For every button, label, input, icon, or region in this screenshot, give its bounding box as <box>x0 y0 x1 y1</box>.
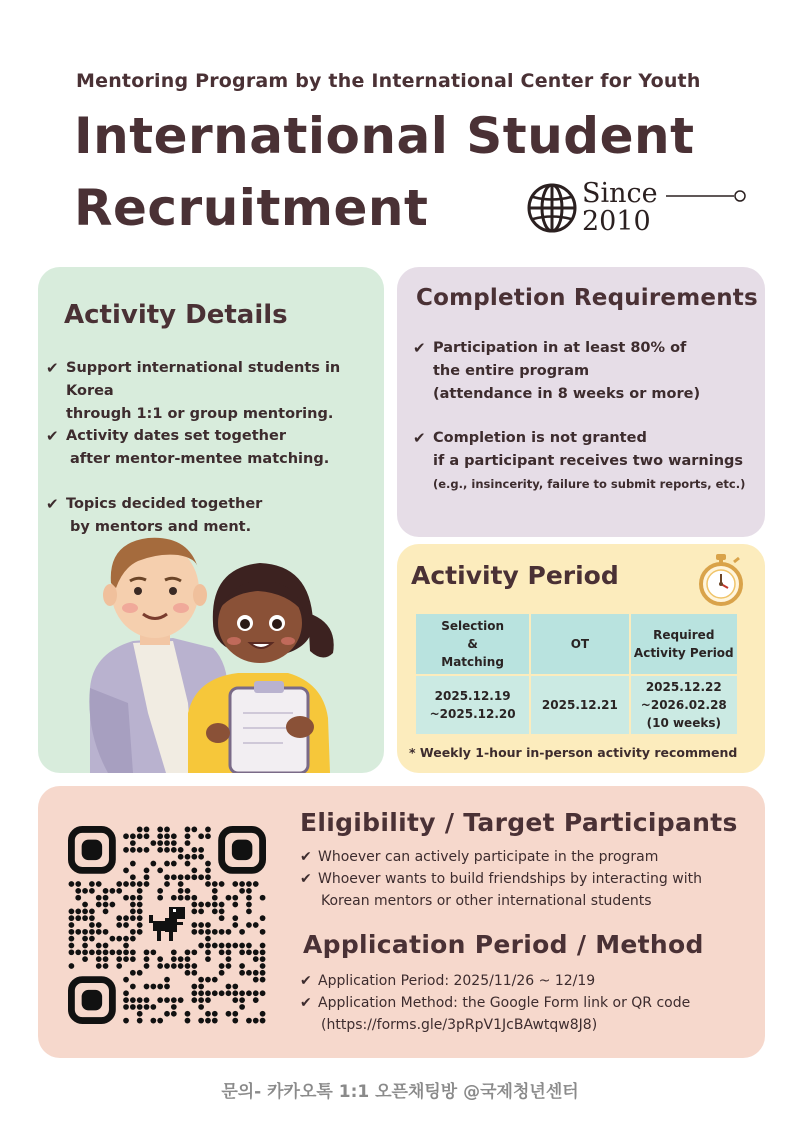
dinosaur-icon <box>149 907 185 941</box>
mentor-mentee-illustration <box>38 513 384 773</box>
check-icon: ✔ <box>46 495 59 513</box>
eligibility-application-card <box>38 786 765 1058</box>
application-link[interactable]: (https://forms.gle/3pRpV1JcBAwtqw8J8) <box>321 1016 598 1033</box>
since-badge <box>526 178 756 242</box>
activity-item-2: ✔ Activity dates set together after mentor-mentee matching. <box>46 427 330 467</box>
activity-period-card <box>397 544 765 773</box>
completion-title: Completion Requirements <box>416 285 758 311</box>
application-item-2: ✔ Application Method: the Google Form link or QR code (https://forms.gle/3pRpV1JcBAwtqw8J8) <box>318 993 690 1036</box>
since-year: 2010 <box>582 206 651 237</box>
check-icon: ✔ <box>300 995 312 1011</box>
activity-details-title: Activity Details <box>64 300 288 330</box>
since-label: Since <box>582 178 658 209</box>
weekly-note: * Weekly 1-hour in-person activity recommend <box>409 745 738 760</box>
eligibility-item-2: ✔ Whoever wants to build friendships by interacting with Korean mentors or other international students <box>300 871 702 909</box>
check-icon: ✔ <box>413 339 426 357</box>
completion-item-2: ✔ Completion is not granted if a participant receives two warnings (e.g., insincerity, failure to submit reports, etc.) <box>413 429 746 491</box>
activity-period-title: Activity Period <box>411 561 619 590</box>
contact-footer: 문의- 카카오톡 1:1 오픈채팅방 @국제청년센터 <box>221 1082 579 1102</box>
timeline-line-icon <box>666 186 746 206</box>
check-icon: ✔ <box>300 973 312 989</box>
header-ot: OT <box>530 613 629 675</box>
title-line-1: International Student <box>74 107 695 165</box>
header-subtitle: Mentoring Program by the International Center for Youth <box>76 70 701 92</box>
cell-selection-dates: 2025.12.19 ~2025.12.20 <box>415 675 530 735</box>
header-selection-matching: Selection & Matching <box>415 613 530 675</box>
eligibility-title: Eligibility / Target Participants <box>300 808 738 837</box>
application-item-1: ✔ Application Period: 2025/11/26 ~ 12/19 <box>318 971 595 993</box>
eligibility-item-1: ✔ Whoever can actively participate in the program <box>318 847 658 869</box>
header-required-period: Required Activity Period <box>630 613 738 675</box>
completion-requirements-card <box>397 267 765 537</box>
application-title: Application Period / Method <box>303 930 704 959</box>
check-icon: ✔ <box>46 427 59 445</box>
activity-item-1: ✔ Support international students in Korea through 1:1 or group mentoring. <box>46 359 341 422</box>
activity-details-card <box>38 267 384 773</box>
check-icon: ✔ <box>300 871 312 887</box>
globe-icon <box>526 182 578 234</box>
activity-period-table <box>414 612 739 736</box>
stopwatch-icon <box>696 552 746 606</box>
qr-code[interactable] <box>68 826 266 1024</box>
cell-required-dates: 2025.12.22 ~2026.02.28 (10 weeks) <box>630 675 738 735</box>
title-line-2: Recruitment <box>74 179 429 237</box>
completion-item-1: ✔ Participation in at least 80% of the entire program (attendance in 8 weeks or more) <box>413 339 701 402</box>
check-icon: ✔ <box>413 429 426 447</box>
check-icon: ✔ <box>46 359 59 377</box>
cell-ot-date: 2025.12.21 <box>530 675 629 735</box>
check-icon: ✔ <box>300 849 312 865</box>
activity-item-3: ✔ Topics decided together by mentors and ment. <box>46 495 263 535</box>
